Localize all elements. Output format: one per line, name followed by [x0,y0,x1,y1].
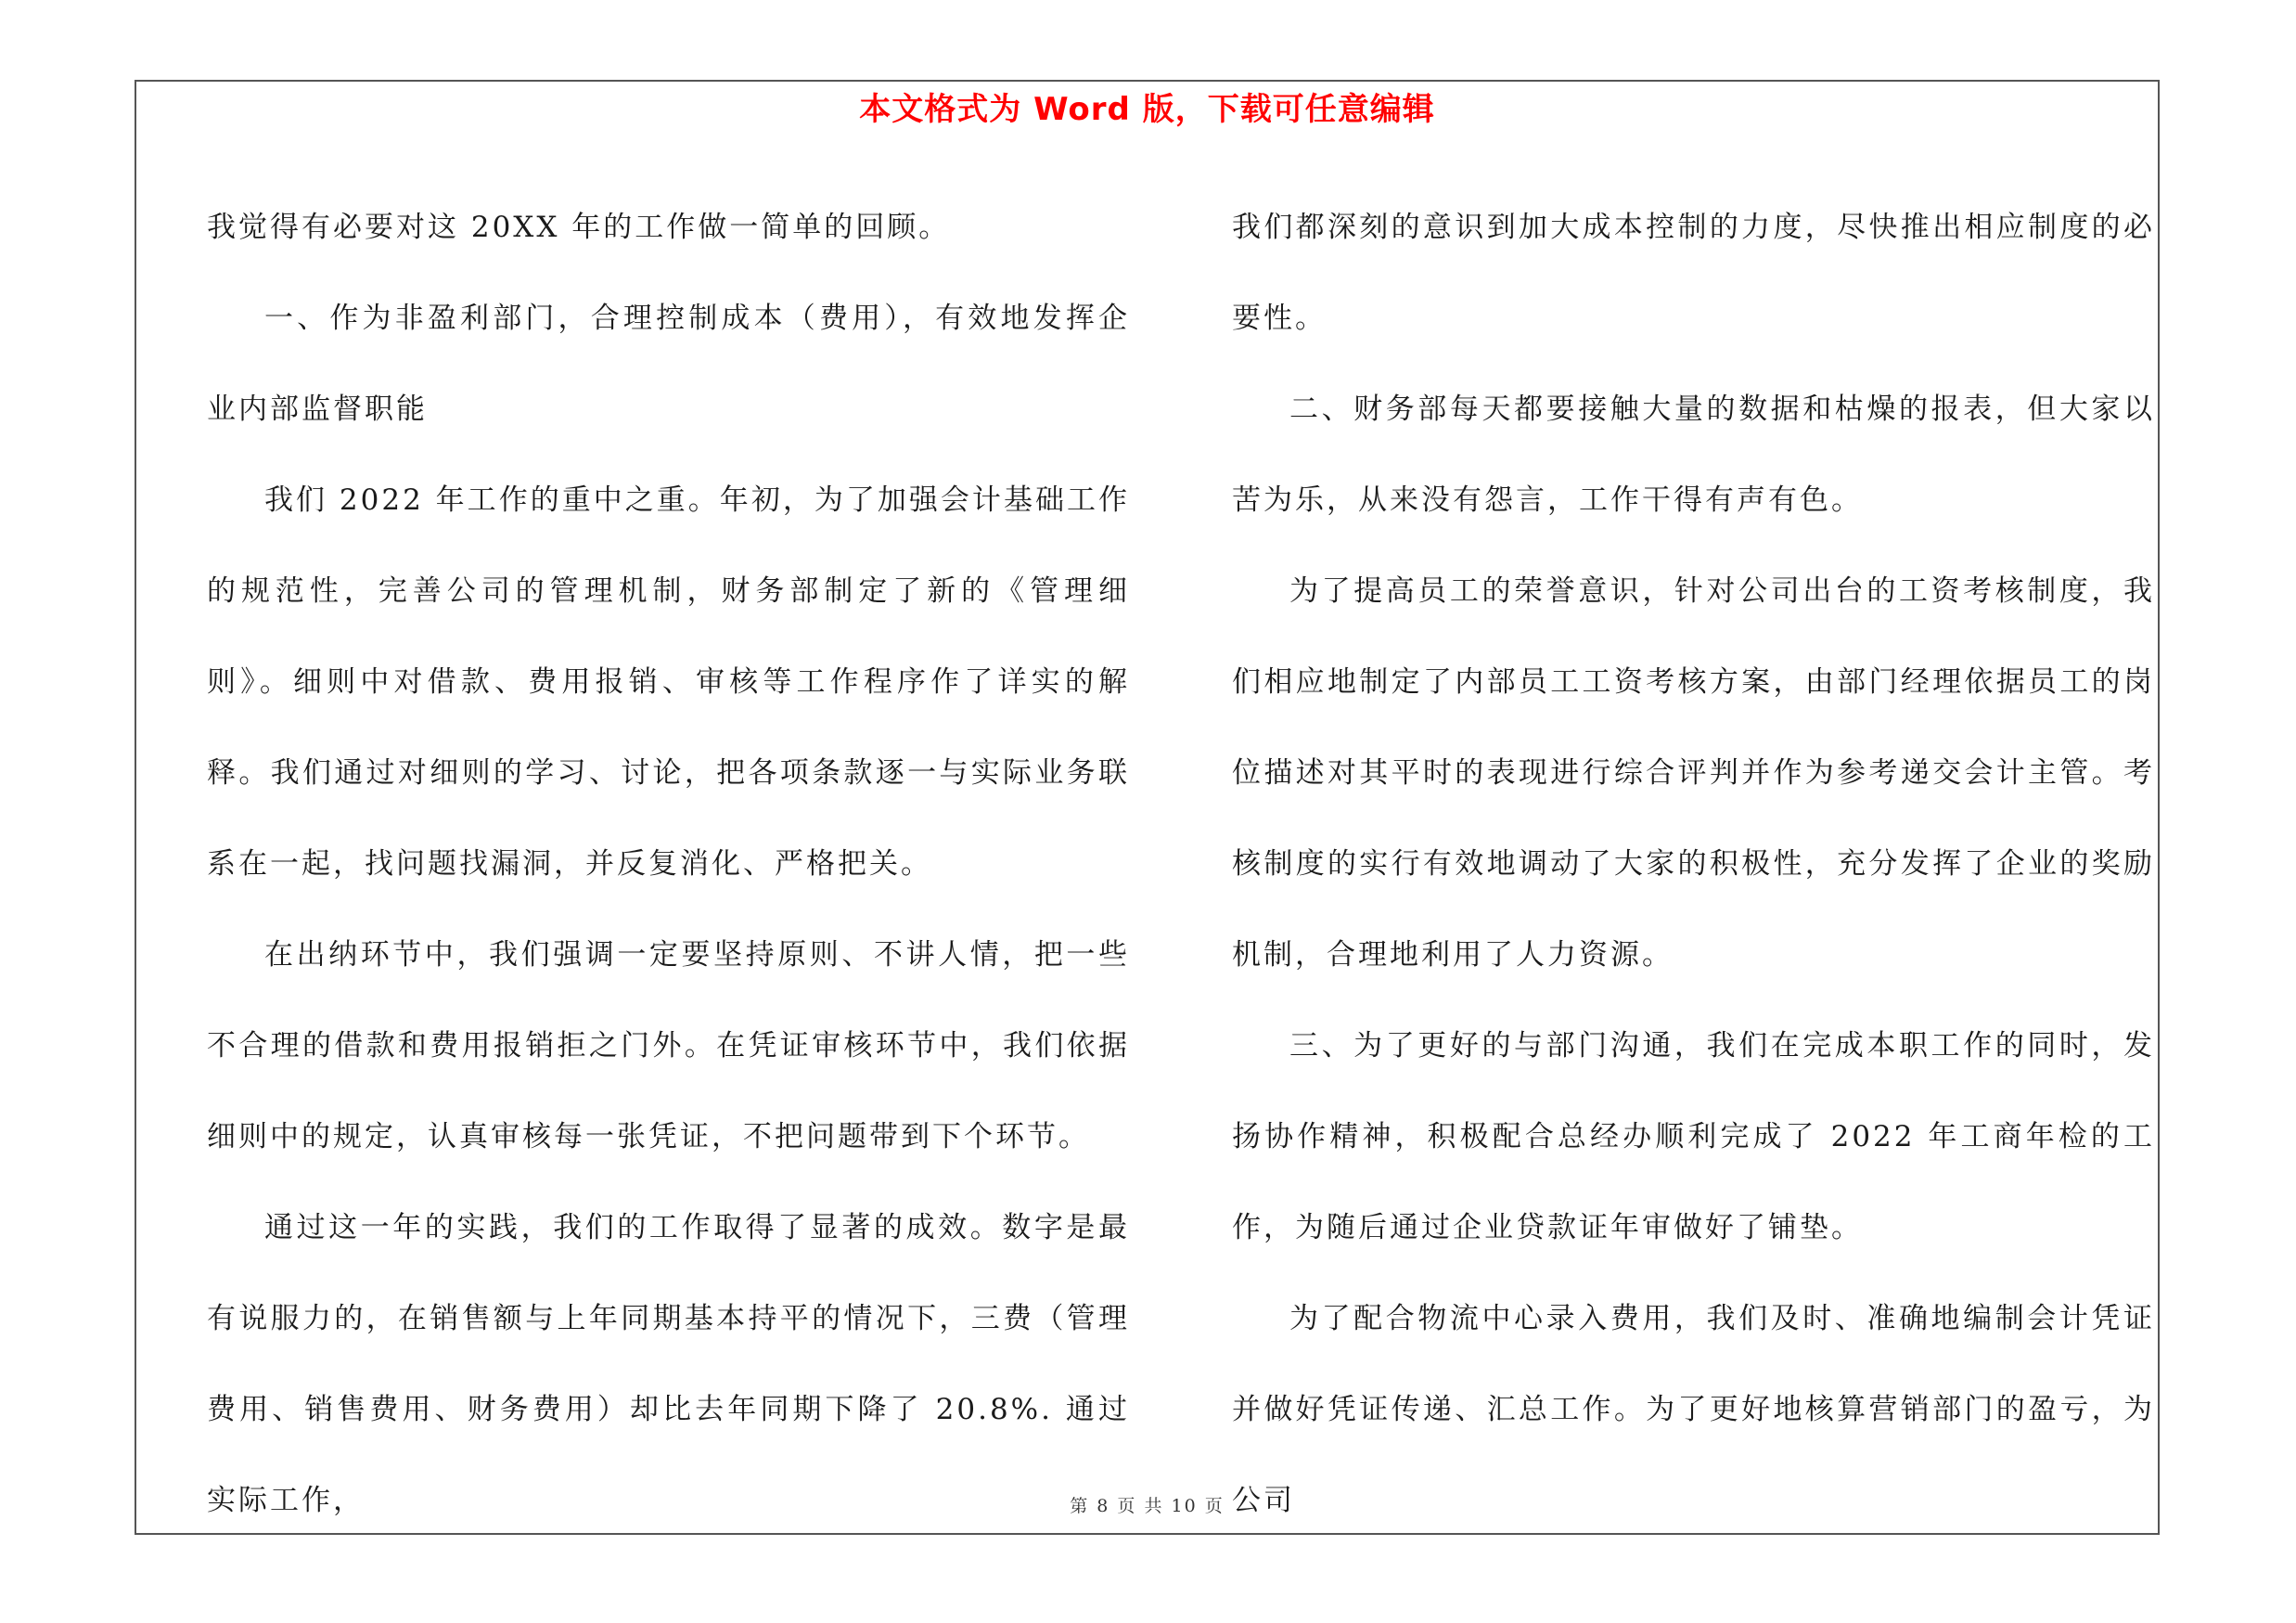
paragraph: 通过这一年的实践，我们的工作取得了显著的成效。数字是最有说服力的，在销售额与上年同期基本持平的情况下，三费（管理费用、销售费用、财务费用）却比去年同期下降了 20.8%. 通过实际工作， [207,1211,1130,1517]
left-column [207,182,1130,1546]
paragraph: 我们 2022 年工作的重中之重。年初，为了加强会计基础工作的规范性，完善公司的管理机制，财务部制定了新的《管理细则》。细则中对借款、费用报销、审核等工作程序作了详实的解释。我们通过对细则的学习、讨论，把各项条款逐一与实际业务联系在一起，找问题找漏洞，并反复消化、严格把关。 [207,483,1130,881]
section-heading: 一、作为非盈利部门，合理控制成本（费用），有效地发挥企业内部监督职能 [207,302,1130,426]
section-heading: 二、财务部每天都要接触大量的数据和枯燥的报表，但大家以苦为乐，从来没有怨言，工作干得有声有色。 [1232,393,2155,517]
paragraph: 我觉得有必要对这 20XX 年的工作做一简单的回顾。 [207,211,951,244]
paragraph: 我们都深刻的意识到加大成本控制的力度，尽快推出相应制度的必要性。 [1232,211,2155,335]
header-banner: 本文格式为 Word 版，下载可任意编辑 [859,91,1435,128]
paragraph: 在出纳环节中，我们强调一定要坚持原则、不讲人情，把一些不合理的借款和费用报销拒之门外。在凭证审核环节中，我们依据细则中的规定，认真审核每一张凭证，不把问题带到下个环节。 [207,938,1130,1153]
paragraph: 为了配合物流中心录入费用，我们及时、准确地编制会计凭证并做好凭证传递、汇总工作。为了更好地核算营销部门的盈亏，为公司 [1232,1302,2155,1517]
section-heading: 三、为了更好的与部门沟通，我们在完成本职工作的同时，发扬协作精神，积极配合总经办顺利完成了 2022 年工商年检的工作，为随后通过企业贷款证年审做好了铺垫。 [1232,1029,2155,1244]
right-column [1232,182,2155,1546]
page-number: 第 8 页 共 10 页 [1070,1496,1225,1516]
paragraph: 为了提高员工的荣誉意识，针对公司出台的工资考核制度，我们相应地制定了内部员工工资考核方案，由部门经理依据员工的岗位描述对其平时的表现进行综合评判并作为参考递交会计主管。考核制度的实行有效地调动了大家的积极性，充分发挥了企业的奖励机制，合理地利用了人力资源。 [1232,574,2155,972]
